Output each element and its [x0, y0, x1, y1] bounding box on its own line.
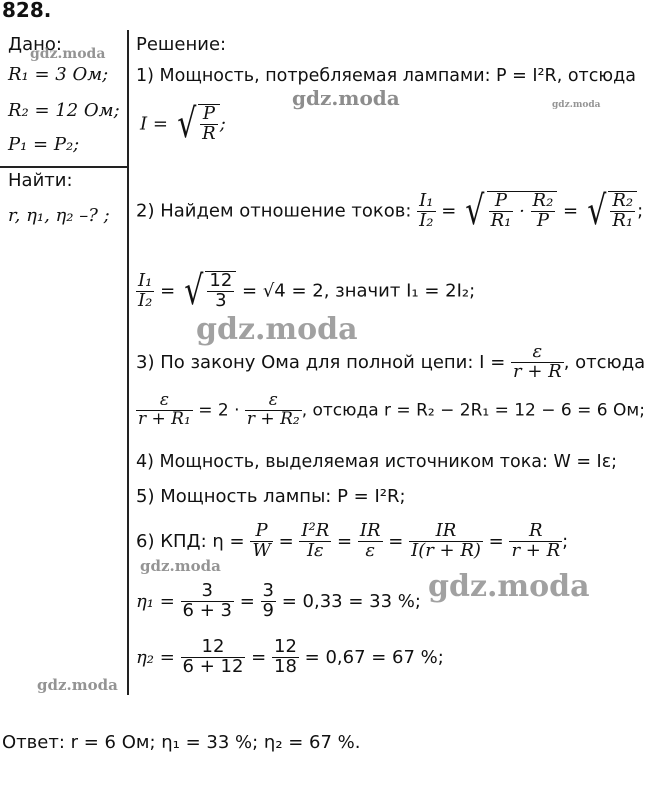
- step6-f3-num: IR: [359, 520, 381, 541]
- step2b-s-num: 12: [209, 270, 233, 292]
- step3-formula: [136, 343, 645, 382]
- eta2-f1-den: 6 + 12: [182, 655, 244, 677]
- step2-p1-num: P: [489, 192, 514, 212]
- step3b-den1: r + R₁: [138, 408, 191, 429]
- eta2-f2-num: 12: [274, 636, 297, 657]
- step3b-num2: ε: [245, 392, 302, 411]
- solution-title: Решение:: [136, 34, 227, 55]
- step6-formula: 6) КПД: η = $\frac{P}{W}$ = $\frac{\text{I²R}}{I\varepsilon}$ = $\frac{IR}{\varepsilon}$ = $\frac{IR}{I(r + R)}$ = $\frac{R}{r + R}$ ;: [136, 520, 569, 561]
- watermark: gdz.moda: [428, 569, 590, 604]
- step2-p2-den: P: [536, 210, 549, 231]
- step6-f2-den: Iε: [306, 539, 324, 561]
- step1-formula: [140, 101, 226, 147]
- step2-r-den: R₁: [612, 210, 634, 231]
- watermark: gdz.moda: [196, 312, 358, 347]
- watermark: gdz.moda: [552, 100, 601, 110]
- step5-text: 5) Мощность лампы: P = I²R;: [136, 486, 406, 507]
- step3b-num1: ε: [136, 392, 193, 411]
- given-r1: R₁ = 3 Ом;: [8, 64, 109, 85]
- step2-text: 2) Найдем отношение токов:: [136, 200, 412, 222]
- step6-f5-den: r + R: [511, 539, 561, 561]
- answer-text: Ответ: r = 6 Ом; η₁ = 33 %; η₂ = 67 %.: [2, 732, 361, 753]
- step6-f4-den: I(r + R): [411, 539, 481, 561]
- step3b-formula: [136, 392, 645, 429]
- step3b-mid: = 2 ·: [198, 400, 240, 421]
- step6-label: 6) КПД: η =: [136, 530, 245, 552]
- step6-f1-den: W: [252, 539, 271, 561]
- watermark: gdz.moda: [37, 676, 118, 694]
- eta2-f2-den: 18: [274, 655, 297, 677]
- step3-num: ε: [511, 343, 564, 363]
- eta1-f2-den: 9: [262, 599, 274, 621]
- step1-den: R: [202, 123, 216, 144]
- watermark: gdz.moda: [140, 557, 221, 575]
- eta2-tail: = 0,67 = 67 %;: [304, 646, 444, 668]
- step3-den: r + R: [513, 360, 562, 382]
- eta2-formula: η₂ = $\frac{12}{6 + 12}$ = $\frac{12}{18}$ = 0,67 = 67 %;: [136, 636, 444, 677]
- step1-num: P: [200, 105, 218, 125]
- given-power-equal: P₁ = P₂;: [8, 134, 80, 155]
- given-title: Дано:: [8, 34, 62, 55]
- step1-tail: ;: [219, 113, 226, 135]
- sqrt-sign: √: [176, 101, 196, 147]
- step2b-l-num: I₁: [138, 269, 153, 291]
- step3b-tail: , отсюда r = R₂ − 2R₁ = 12 − 6 = 6 Ом;: [301, 400, 645, 421]
- step2b-l-den: I₂: [138, 289, 153, 311]
- step2-formula: 2) Найдем отношение токов: $\frac{\text{I₁}}{\text{I₂}}$ = √ $\frac{P}{\text{R₁}}$ · $\frac{\text{R₂}}{P}$ = √ $\frac{\text{R₂}}{\text{R₁}}$ ;: [136, 188, 644, 234]
- step1-text: 1) Мощность, потребляемая лампами: P = I²R, отсюда: [136, 66, 636, 86]
- step2b-tail: = √4 = 2, значит I₁ = 2I₂;: [242, 280, 476, 302]
- watermark: gdz.moda: [30, 46, 106, 62]
- eta1-lhs: η₁ =: [136, 590, 175, 612]
- step4-text: 4) Мощность, выделяемая источником тока: W = Iε;: [136, 452, 618, 472]
- step2-l-num: I₁: [419, 189, 434, 211]
- step6-tail: ;: [562, 530, 569, 552]
- eta2-lhs: η₂ =: [136, 646, 175, 668]
- eta1-formula: η₁ = $\frac{3}{6 + 3}$ = $\frac{3}{9}$ = 0,33 = 33 %;: [136, 580, 421, 621]
- eta1-f2-num: 3: [262, 580, 274, 601]
- step2-p1-den: R₁: [490, 210, 512, 231]
- eta1-f1-den: 6 + 3: [182, 599, 232, 621]
- given-divider-horizontal: [0, 166, 128, 168]
- step3b-den2: r + R₂: [246, 408, 300, 429]
- step6-f2-num: I²R: [301, 520, 330, 541]
- step1-lhs: I =: [140, 113, 168, 135]
- step6-f4-num: IR: [409, 522, 483, 542]
- eta1-f1-num: 3: [181, 582, 234, 602]
- watermark: gdz.moda: [292, 86, 400, 110]
- step6-f3-den: ε: [365, 539, 376, 561]
- given-divider-vertical: [127, 30, 129, 695]
- problem-number: 828.: [2, 0, 52, 22]
- step2b-s-den: 3: [215, 290, 227, 311]
- find-title: Найти:: [8, 170, 73, 191]
- step2b-formula: $\frac{\text{I₁}}{\text{I₂}}$ = √ $\frac{12}{3}$ = √4 = 2, значит I₁ = 2I₂;: [138, 268, 476, 314]
- step6-f1-num: P: [250, 522, 273, 542]
- step6-f5-num: R: [509, 522, 562, 542]
- find-items: r, η₁, η₂ –? ;: [8, 205, 110, 226]
- given-r2: R₂ = 12 Ом;: [8, 100, 120, 121]
- step3-tail: , отсюда: [563, 351, 645, 373]
- step3-text: 3) По закону Ома для полной цепи: I =: [136, 351, 506, 373]
- eta1-tail: = 0,33 = 33 %;: [281, 590, 421, 612]
- step2-p2-num: R₂: [532, 190, 554, 212]
- eta2-f1-num: 12: [181, 638, 246, 658]
- step2-tail: ;: [637, 200, 644, 222]
- step2-l-den: I₂: [419, 209, 434, 231]
- step2-r-num: R₂: [612, 190, 634, 212]
